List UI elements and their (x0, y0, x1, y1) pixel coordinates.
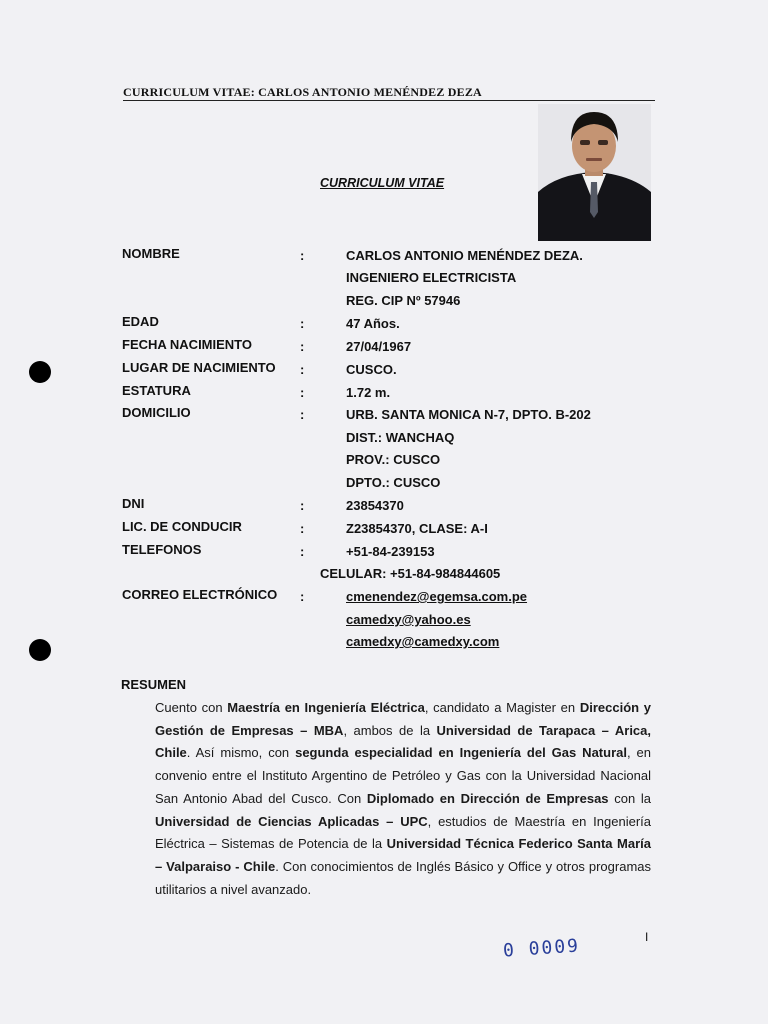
value-fecha-nacimiento: 27/04/1967 (346, 339, 412, 354)
value-profesion: INGENIERO ELECTRICISTA (346, 270, 517, 285)
value-registro: REG. CIP Nº 57946 (346, 293, 461, 308)
resumen-bold-run: Universidad de Tarapaca – Arica, Chile (155, 722, 651, 761)
colon: : (300, 316, 305, 331)
label-licencia: LIC. DE CONDUCIR (122, 519, 242, 534)
value-domicilio-dpto: DPTO.: CUSCO (346, 475, 441, 490)
resumen-bold-run: Universidad de Ciencias Aplicadas – UPC (155, 813, 428, 829)
resumen-bold-run: Maestría en Ingeniería Eléctrica (227, 700, 425, 715)
email-link[interactable]: cmenendez@egemsa.com.pe (346, 589, 528, 604)
value-licencia: Z23854370, CLASE: A-I (346, 521, 488, 536)
colon: : (300, 339, 305, 354)
label-correo: CORREO ELECTRÓNICO (122, 587, 278, 602)
label-domicilio: DOMICILIO (122, 405, 191, 420)
label-fecha-nacimiento: FECHA NACIMIENTO (122, 337, 252, 352)
colon: : (300, 407, 305, 422)
value-celular: CELULAR: +51-84-984844605 (320, 566, 501, 581)
header-rule (123, 100, 655, 101)
value-domicilio-urb: URB. SANTA MONICA N-7, DPTO. B-202 (346, 407, 591, 422)
resumen-text-run: con la (608, 790, 651, 806)
value-domicilio-dist: DIST.: WANCHAQ (346, 430, 455, 445)
label-lugar-nacimiento: LUGAR DE NACIMIENTO (122, 360, 276, 375)
value-dni: 23854370 (346, 498, 404, 513)
label-nombre: NOMBRE (122, 246, 180, 261)
resumen-bold-run: segunda especialidad en Ingeniería del Gas Natural (295, 745, 627, 761)
value-nombre: CARLOS ANTONIO MENÉNDEZ DEZA. (346, 248, 583, 263)
resumen-text-run: , ambos de la (343, 722, 437, 738)
punch-hole (29, 361, 51, 383)
resumen-text-run: , estudios de Maestría en Ingeniería Eléctrica – Sistemas de Potencia de la (155, 813, 651, 852)
email-link[interactable]: camedxy@yahoo.es (346, 612, 471, 627)
colon: : (300, 521, 305, 536)
value-edad: 47 Años. (346, 316, 400, 331)
label-telefonos: TELEFONOS (122, 542, 202, 557)
resumen-bold-run: Dirección y Gestión de Empresas – MBA (155, 700, 651, 738)
colon: : (300, 385, 305, 400)
resumen-text-run: , en convenio entre el Instituto Argentino de Petróleo y Gas con la Universidad Nacional San Antonio Abad del Cusco. Con (155, 745, 651, 806)
folio-stamp: 0 0009 (502, 935, 581, 962)
punch-hole (29, 639, 51, 661)
colon: : (300, 362, 305, 377)
value-domicilio-prov: PROV.: CUSCO (346, 452, 441, 467)
value-lugar-nacimiento: CUSCO. (346, 362, 397, 377)
resumen-bold-run: Universidad Técnica Federico Santa María – Valparaiso - Chile (155, 836, 651, 874)
page-number: I (645, 930, 649, 944)
resumen-heading: RESUMEN (121, 677, 187, 692)
label-estatura: ESTATURA (122, 383, 191, 398)
page-header: CURRICULUM VITAE: CARLOS ANTONIO MENÉNDEZ DEZA (123, 85, 482, 99)
resumen-text-run: . Así mismo, con (186, 745, 296, 761)
label-dni: DNI (122, 496, 145, 511)
label-edad: EDAD (122, 314, 159, 329)
colon: : (300, 248, 305, 263)
value-telefono: +51-84-239153 (346, 544, 435, 559)
resumen-paragraph (155, 697, 651, 901)
resumen-text-run: , candidato a Magister en (424, 700, 580, 715)
resumen-text-run: Cuento con (155, 700, 228, 715)
value-estatura: 1.72 m. (346, 385, 391, 400)
colon: : (300, 498, 305, 513)
profile-photo (538, 104, 651, 241)
resumen-bold-run: Diplomado en Dirección de Empresas (366, 790, 609, 806)
colon: : (300, 589, 305, 604)
cv-title: CURRICULUM VITAE (320, 176, 445, 190)
colon: : (300, 544, 305, 559)
resumen-text-run: . Con conocimientos de Inglés Básico y Office y otros programas utilitarios a nivel avanzado. (155, 858, 651, 897)
email-link[interactable]: camedxy@camedxy.com (346, 634, 500, 649)
